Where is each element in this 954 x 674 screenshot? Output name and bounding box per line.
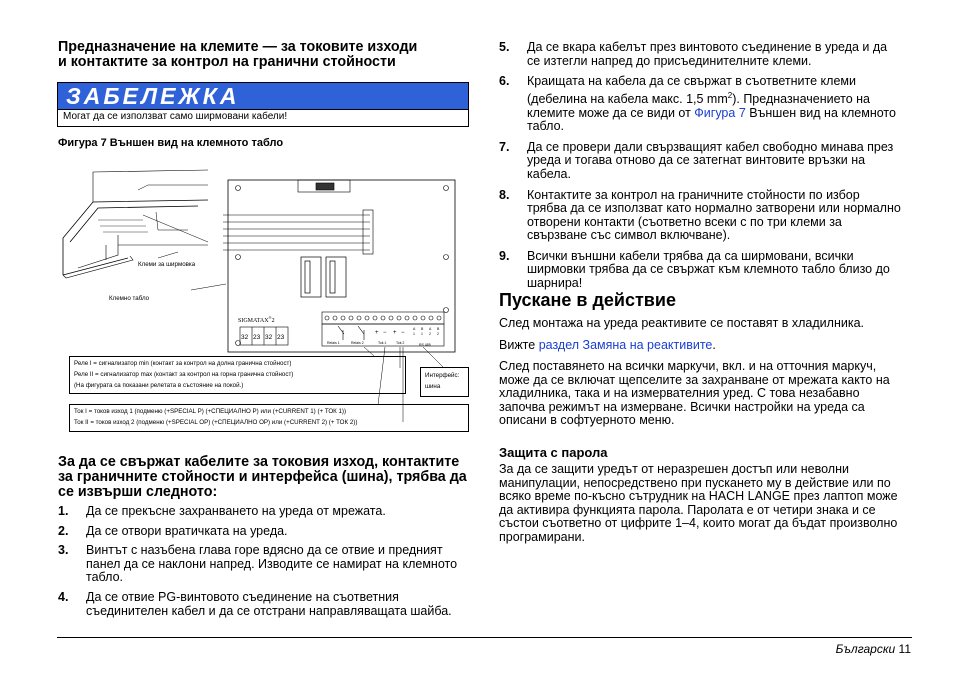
current-output-legend xyxy=(69,404,469,432)
note-text: Могат да се използват само ширмовани кабели! xyxy=(58,109,468,123)
page-number: 11 xyxy=(898,642,911,656)
startup-paragraph-3: След поставянето на всички маркучи, вкл. и на отточния маркуч, може да се включат щепселите за захранване от мрежата както на хладилника, така и на измервателния уред. С това незабавно започва режимът на измерване. Всички настройки на уреда са описани в софтуерното меню. xyxy=(499,359,890,428)
list-item: 3. Винтът с назъбена глава горе вдясно да се отвие и предният панел да се наклони напред. Изводите се намират на клемното табло. xyxy=(58,543,458,585)
steps-list-left xyxy=(58,505,478,618)
label-shield-clamps: Клеми за ширмовка xyxy=(138,261,196,268)
connect-heading: За да се свържат кабелите за токовия изход, контактите за граничните стойности и интерфейса (шина), трябва да се извърши следното: xyxy=(58,454,467,500)
legend-line: шина xyxy=(425,383,441,390)
figure-7-link[interactable]: Фигура 7 xyxy=(694,105,746,120)
rs485-pin-label: B xyxy=(437,327,440,331)
startup-heading: Пускане в действие xyxy=(499,290,676,310)
legend-line: Реле II = сигнализатор max (контакт за контрол на горна гранична стойност) xyxy=(74,371,294,378)
rs485-pin-label: 1 xyxy=(421,332,423,336)
rs485-pin-label: B xyxy=(421,327,424,331)
startup-paragraph-2: Вижте раздел Замяна на реактивите. xyxy=(499,338,716,352)
relay-blocks xyxy=(301,257,346,297)
rs485-pin-label: 2 xyxy=(437,332,439,336)
list-item: 4. Да се отвие PG-винтовото съединение на съответния съединителен кабел и да се отстрани направляващата шайба. xyxy=(58,589,452,618)
housing-drawing xyxy=(63,170,226,290)
list-item: 8. Контактите за контрол на граничните стойности по избор трябва да се използват като нормално затворени или нормално отворени контакти (съответно всеки с по три клеми за свързване със символ включване). xyxy=(499,187,901,243)
section-heading: Предназначение на клемите — за токовите изходи и контактите за контрол на гранични стойности xyxy=(58,39,418,70)
list-item: 6. Краищата на кабела да се свържат в съответните клеми (дебелина на кабела макс. 1,5 $mm^2$). Предназначението на клемите може да се види от Фигура 7 Външен вид на клемното табло. xyxy=(499,74,896,134)
page-footer xyxy=(836,642,911,656)
note-title: ЗАБЕЛЕЖКА xyxy=(58,83,468,109)
rs485-pin-label: 1 xyxy=(413,332,415,336)
tok1-label: Tok 1 xyxy=(378,341,387,345)
list-item: 1. Да се прекъсне захранването на уреда от мрежата. xyxy=(58,504,386,518)
password-heading: Защита с парола xyxy=(499,445,608,460)
startup-paragraph-1: След монтажа на уреда реактивите се поставят в хладилника. xyxy=(499,316,865,330)
steps-list-right xyxy=(499,41,919,291)
minus-symbol: − xyxy=(383,330,387,336)
brand-label: SIGMATAX®2 xyxy=(238,315,275,324)
terminal-label: 23 xyxy=(253,334,261,341)
terminal-label: 32 xyxy=(265,334,273,341)
relay-legend xyxy=(69,356,406,394)
relay1-label: Relais 1 xyxy=(327,341,340,345)
figure-caption: Фигура 7 Външен вид на клемното табло xyxy=(58,137,284,149)
list-item: 5. Да се вкара кабелът през винтовото съединение в уреда и да се изтегли напред до присъединителните клеми. xyxy=(499,40,888,68)
legend-line: Интерфейс: xyxy=(425,372,460,379)
plus-symbol: + xyxy=(393,330,397,336)
reagents-section-link[interactable]: раздел Замяна на реактивите xyxy=(538,338,713,352)
ribbon-connector xyxy=(223,180,373,254)
terminal-label: 23 xyxy=(277,334,285,341)
label-terminal-board: Клемно табло xyxy=(109,295,150,302)
rs485-label: RS 485 xyxy=(419,343,431,347)
list-item: 2. Да се отвори вратичката на уреда. xyxy=(58,523,288,538)
list-item: 7. Да се провери дали свързващият кабел свободно минава през уреда и тогава отново да се затегнат винтовите връзки на кабела. xyxy=(499,139,894,181)
plus-symbol: + xyxy=(375,330,379,336)
rs485-pin-label: A xyxy=(413,327,416,331)
note-box xyxy=(57,82,469,127)
relay2-label: Relais 2 xyxy=(351,341,364,345)
rs485-pin-label: A xyxy=(429,327,432,331)
legend-line: Реле I = сигнализатор min (контакт за контрол на долна гранична стойност) xyxy=(74,360,292,367)
terminal-label: 32 xyxy=(241,334,249,341)
legend-line: (На фигурата са показани релетата в състояние на покой.) xyxy=(74,382,244,389)
legend-line: Ток II = токов изход 2 (подменю (+SPECIAL OP) (+СПЕЦИАЛНО ОР) или (+CURRENT 2) (+ ТОК 2)) xyxy=(74,419,358,426)
minus-symbol: − xyxy=(401,330,405,336)
tok2-label: Tok 2 xyxy=(396,341,405,345)
list-item: 9. Всички външни кабели трябва да са ширмовани, всички ширмовки трябва да се свържат към клемното табло близо до шарнира! xyxy=(499,248,890,291)
password-paragraph: За да се защити уредът от неразрешен достъп или неволни манипулации, непосредствено при пускането му в действие или по всяко време по-късно сътрудник на HACH LANGE през лаптоп може да активира функцията парола. Паролата е от четири знака и се състои съответно от цифрите 1–4, които могат да бъдат произволно програмирани. xyxy=(499,462,898,544)
rs485-pin-label: 2 xyxy=(429,332,431,336)
footer-language: Български xyxy=(835,642,896,656)
legend-line: Ток I = токов изход 1 (подменю (+SPECIAL P) (+СПЕЦИАЛНО Р) или (+CURRENT 1) (+ ТОК 1)) xyxy=(74,408,347,415)
interface-legend xyxy=(420,367,469,397)
footer-rule xyxy=(57,637,912,638)
